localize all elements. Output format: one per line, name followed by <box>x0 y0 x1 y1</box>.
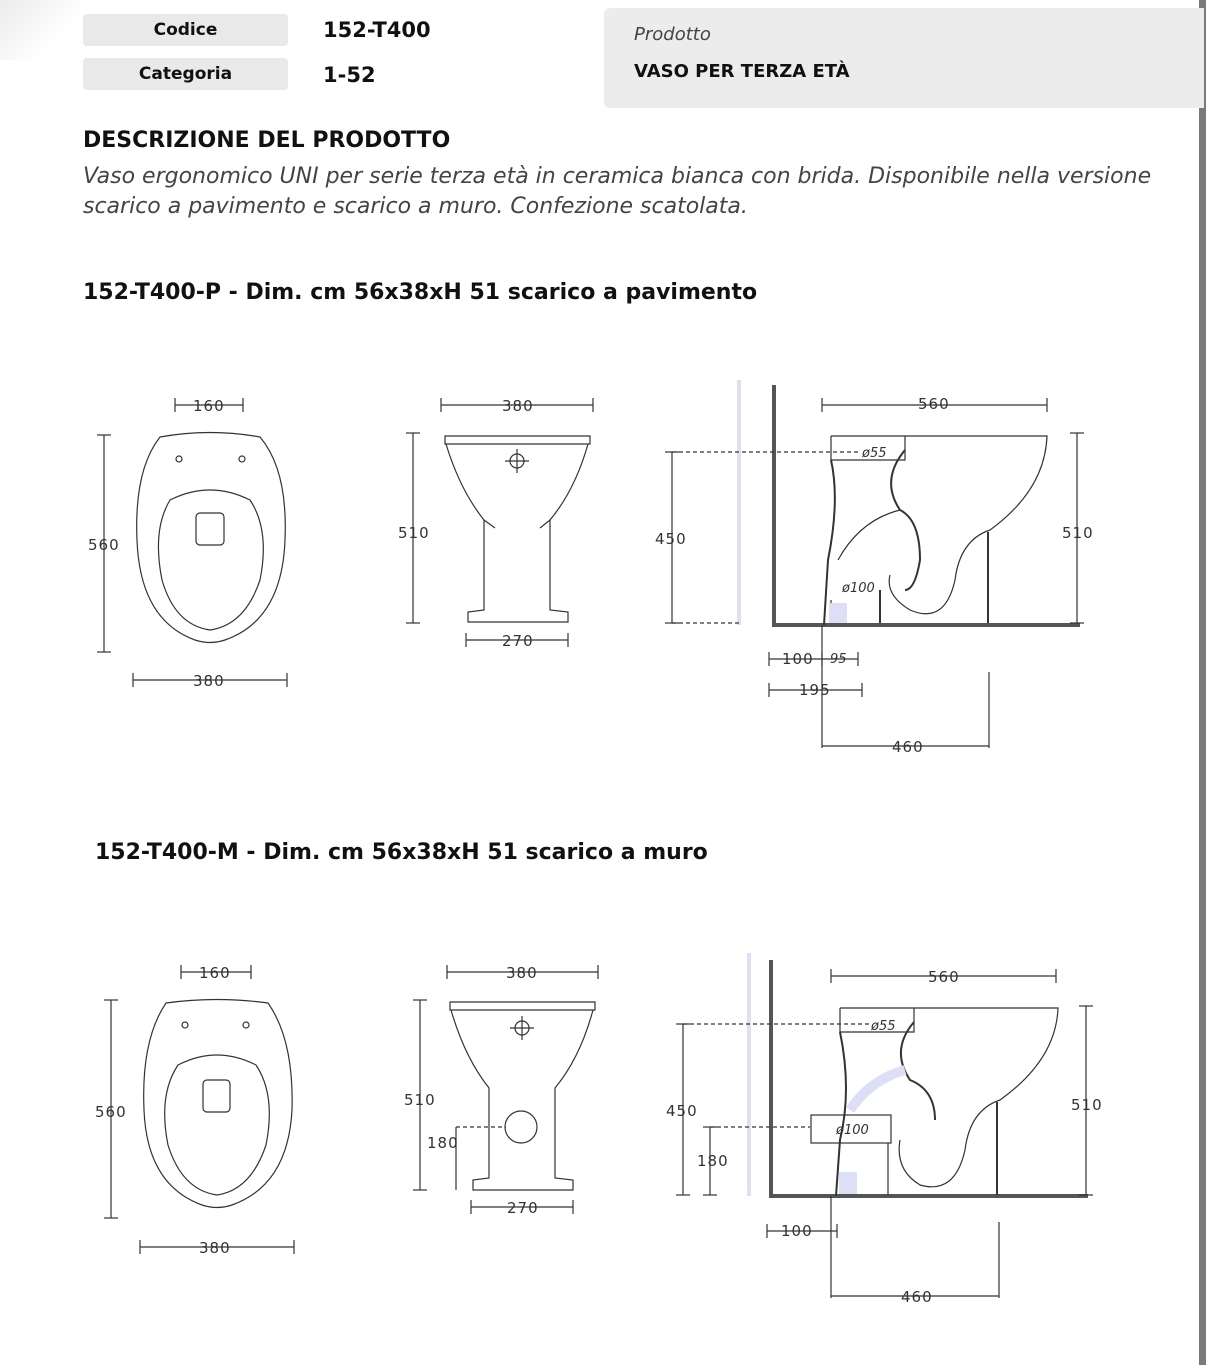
s2-side-wall-offset: 100 <box>781 1222 813 1240</box>
s2-front-base: 270 <box>507 1199 539 1217</box>
s2-front-height: 510 <box>404 1091 436 1109</box>
product-name: VASO PER TERZA ETÀ <box>634 61 850 82</box>
wall-front-view <box>413 965 598 1214</box>
s1-front-base: 270 <box>502 632 534 650</box>
s1-side-inlet: ø55 <box>862 446 887 461</box>
codice-label: Codice <box>83 14 288 46</box>
categoria-label: Categoria <box>83 58 288 90</box>
s2-top-width: 380 <box>199 1239 231 1257</box>
s1-side-length: 560 <box>918 395 950 413</box>
s2-top-seat-width: 160 <box>199 964 231 982</box>
description-text: Vaso ergonomico UNI per serie terza età in ceramica bianca con brida. Disponibile nella versione scarico a pavimento e scarico a muro. Confezione scatolata. <box>83 164 1152 219</box>
s2-front-outlet-height: 180 <box>427 1134 459 1152</box>
s1-front-height: 510 <box>398 524 430 542</box>
wall-side-view <box>676 953 1093 1298</box>
floor-top-view <box>97 398 287 687</box>
s1-top-length: 560 <box>88 536 120 554</box>
s1-side-outlet-axis: 195 <box>799 681 831 699</box>
section-floor-title: 152-T400-P - Dim. cm 56x38xH 51 scarico a pavimento <box>83 280 758 305</box>
wall-top-view <box>104 965 294 1254</box>
s2-side-inlet: ø55 <box>871 1019 896 1034</box>
s2-side-outlet-height: 180 <box>697 1152 729 1170</box>
s2-top-length: 560 <box>95 1103 127 1121</box>
s2-side-height: 510 <box>1071 1096 1103 1114</box>
s2-side-outlet: ø100 <box>836 1123 869 1138</box>
product-label: Prodotto <box>634 24 711 45</box>
s1-side-rim-height: 450 <box>655 530 687 548</box>
description-title: DESCRIZIONE DEL PRODOTTO <box>83 128 451 153</box>
s1-side-wall-offset: 100 <box>782 650 814 668</box>
codice-value: 152-T400 <box>323 18 431 42</box>
floor-side-view <box>665 380 1084 748</box>
s1-front-width: 380 <box>502 397 534 415</box>
s1-side-outlet-offset: 95 <box>830 652 847 667</box>
s1-side-height: 510 <box>1062 524 1094 542</box>
s2-front-width: 380 <box>506 964 538 982</box>
floor-front-view <box>406 398 593 647</box>
s1-top-width: 380 <box>193 672 225 690</box>
s1-side-fixing: 460 <box>892 738 924 756</box>
section-wall-title: 152-T400-M - Dim. cm 56x38xH 51 scarico a muro <box>95 840 708 865</box>
s2-side-length: 560 <box>928 968 960 986</box>
categoria-value: 1-52 <box>323 63 376 87</box>
s1-top-seat-width: 160 <box>193 397 225 415</box>
s2-side-fixing: 460 <box>901 1288 933 1306</box>
s2-side-rim-height: 450 <box>666 1102 698 1120</box>
s1-side-outlet: ø100 <box>842 581 875 596</box>
